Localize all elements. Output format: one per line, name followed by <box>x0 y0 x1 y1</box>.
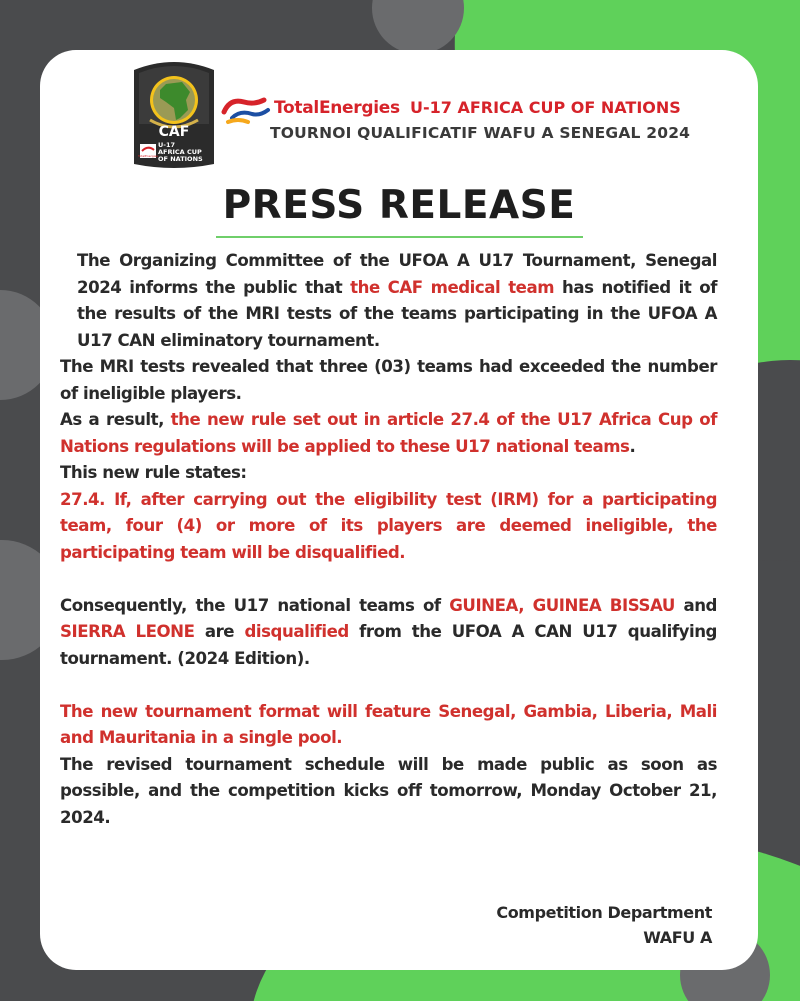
page-title: PRESS RELEASE <box>222 183 576 228</box>
signature-organization: WAFU A <box>643 928 712 947</box>
signature-department: Competition Department <box>496 903 712 922</box>
paragraph-new-format: The new tournament format will feature Senegal, Gambia, Liberia, Mali and Mauritania in a single pool. <box>60 701 717 747</box>
paragraph-intro: The Organizing Committee of the UFOA A U17 Tournament, Senegal 2024 informs the public that the CAF medical team has notified it of the results of the MRI tests of the teams participating in the UFOA A U17 CAN eliminatory tournament. <box>77 251 717 350</box>
event-subtitle: TOURNOI QUALIFICATIF WAFU A SENEGAL 2024 <box>270 124 691 142</box>
press-release-body <box>60 248 717 831</box>
svg-text:OF NATIONS: OF NATIONS <box>158 155 203 163</box>
sponsor-banner <box>220 92 700 140</box>
caf-u17-afcon-emblem-icon <box>130 60 218 170</box>
spacer <box>60 566 717 593</box>
spacer <box>60 672 717 699</box>
svg-text:TotalEnergies: TotalEnergies <box>138 154 158 158</box>
title-underline <box>216 236 583 238</box>
paragraph-schedule: The revised tournament schedule will be made public as soon as possible, and the competition kicks off tomorrow, Monday October 21, 2024. <box>60 754 717 827</box>
event-title: U-17 AFRICA CUP OF NATIONS <box>410 98 681 117</box>
paragraph-disqualification: Consequently, the U17 national teams of GUINEA, GUINEA BISSAU and SIERRA LEONE are disqualified from the UFOA A CAN U17 qualifying tournament. (2024 Edition). <box>60 595 717 668</box>
signature-block <box>496 900 712 950</box>
press-release-card <box>40 50 758 970</box>
paragraph-rule-intro: This new rule states: <box>60 463 247 482</box>
paragraph-rule-text: 27.4. If, after carrying out the eligibility test (IRM) for a participating team, four (4) or more of its players are deemed ineligible, the participating team will be disqualified. <box>60 489 717 562</box>
svg-text:CAF: CAF <box>158 124 190 140</box>
sponsor-brand: TotalEnergies <box>274 98 400 118</box>
totalenergies-logo-icon <box>220 96 272 126</box>
grey-circle <box>372 0 464 54</box>
paragraph-mri-results: The MRI tests revealed that three (03) teams had exceeded the number of ineligible players. <box>60 357 717 403</box>
paragraph-rule-applied: As a result, the new rule set out in article 27.4 of the U17 Africa Cup of Nations regulations will be applied to these U17 national teams. <box>60 410 718 456</box>
svg-text:AFRICA CUP: AFRICA CUP <box>158 148 202 156</box>
svg-text:U-17: U-17 <box>158 141 176 149</box>
